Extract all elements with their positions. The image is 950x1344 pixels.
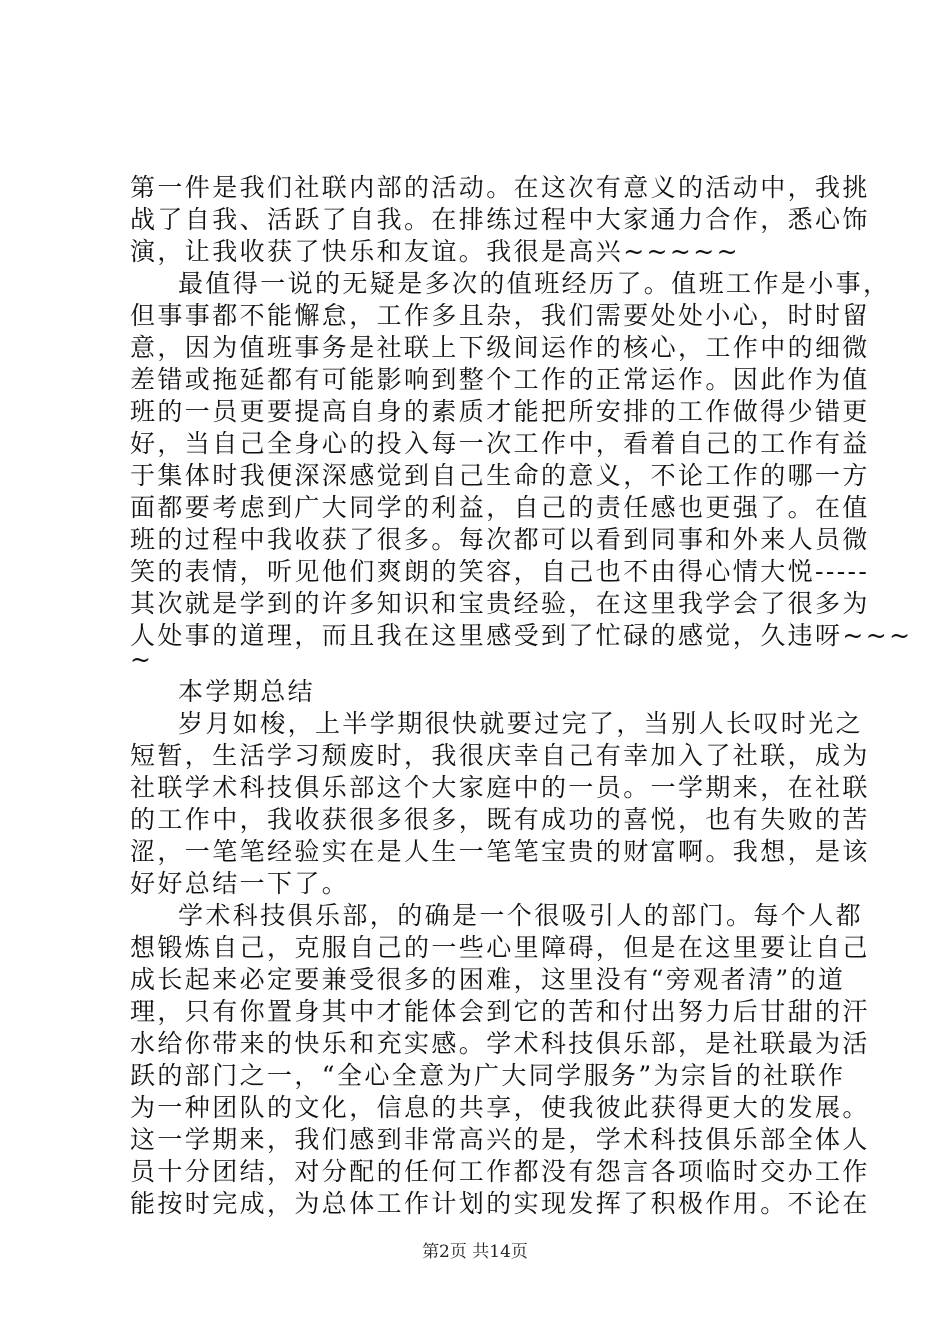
text-line: 短暂，生活学习颓废时，我很庆幸自己有幸加入了社联，成为: [130, 741, 870, 770]
text-line: 战了自我、活跃了自我。在排练过程中大家通力合作，悉心饰: [130, 205, 870, 234]
text-line: 这一学期来，我们感到非常高兴的是，学术科技俱乐部全体人: [130, 1125, 870, 1154]
section-title: 本学期总结: [178, 677, 316, 706]
text-line: 水给你带来的快乐和充实感。学术科技俱乐部，是社联最为活: [130, 1029, 870, 1058]
text-line: 人处事的道理，而且我在这里感受到了忙碌的感觉，久违呀~~~: [130, 621, 913, 650]
text-line: 跃的部门之一，“全心全意为广大同学服务”为宗旨的社联作: [130, 1061, 846, 1090]
text-line: 成长起来必定要兼受很多的困难，这里没有“旁观者清”的道: [130, 965, 846, 994]
text-line: 班的一员更要提高自身的素质才能把所安排的工作做得少错更: [130, 397, 870, 426]
text-line: 最值得一说的无疑是多次的值班经历了。值班工作是小事，: [178, 269, 891, 298]
text-line: 班的过程中我收获了很多。每次都可以看到同事和外来人员微: [130, 525, 870, 554]
text-line: 岁月如梭，上半学期很快就要过完了，当别人长叹时光之: [178, 709, 864, 738]
text-line: 想锻炼自己，克服自己的一些心里障碍，但是在这里要让自己: [130, 933, 870, 962]
text-line: 能按时完成，为总体工作计划的实现发挥了积极作用。不论在: [130, 1189, 870, 1218]
text-line: 于集体时我便深深感觉到自己生命的意义，不论工作的哪一方: [130, 461, 870, 490]
page-footer: 第2页 共14页: [422, 1242, 528, 1262]
text-line: 意，因为值班事务是社联上下级间运作的核心，工作中的细微: [130, 333, 870, 362]
text-line: 学术科技俱乐部，的确是一个很吸引人的部门。每个人都: [178, 901, 864, 930]
text-line: ~: [130, 645, 154, 674]
text-line: 理，只有你置身其中才能体会到它的苦和付出努力后甘甜的汗: [130, 997, 870, 1026]
text-line: 笑的表情，听见他们爽朗的笑容，自己也不由得心情大悦-----: [130, 557, 870, 586]
text-line: 第一件是我们社联内部的活动。在这次有意义的活动中，我挑: [130, 173, 870, 202]
text-line: 的工作中，我收获很多很多，既有成功的喜悦，也有失败的苦: [130, 805, 870, 834]
text-line: 面都要考虑到广大同学的利益，自己的责任感也更强了。在值: [130, 493, 870, 522]
text-line: 为一种团队的文化，信息的共享，使我彼此获得更大的发展。: [130, 1093, 870, 1122]
text-line: 好好总结一下了。: [130, 869, 350, 898]
text-line: 涩，一笔笔经验实在是人生一笔笔宝贵的财富啊。我想，是该: [130, 837, 870, 866]
text-line: 差错或拖延都有可能影响到整个工作的正常运作。因此作为值: [130, 365, 870, 394]
text-line: 好，当自己全身心的投入每一次工作中，看着自己的工作有益: [130, 429, 870, 458]
text-line: 员十分团结，对分配的任何工作都没有怨言各项临时交办工作: [130, 1157, 870, 1186]
text-line: 其次就是学到的许多知识和宝贵经验，在这里我学会了很多为: [130, 589, 870, 618]
text-line: 社联学术科技俱乐部这个大家庭中的一员。一学期来，在社联: [130, 773, 870, 802]
text-line: 演，让我收获了快乐和友谊。我很是高兴~~~~~: [130, 237, 740, 266]
text-line: 但事事都不能懈怠，工作多且杂，我们需要处处小心，时时留: [130, 301, 870, 330]
